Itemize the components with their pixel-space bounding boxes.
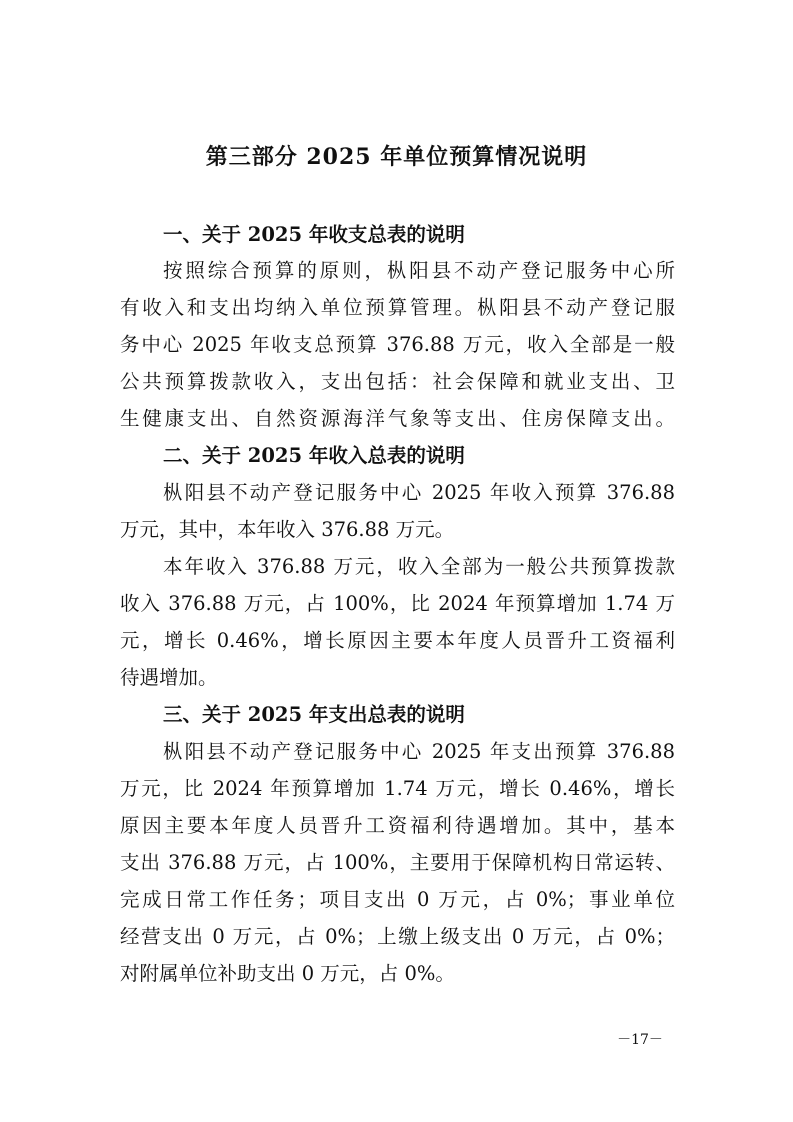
- paragraph-line: 经营支出 0 万元，占 0%；上缴上级支出 0 万元，占 0%；: [120, 925, 675, 948]
- page-title: 第三部分 2025 年单位预算情况说明: [205, 144, 588, 170]
- paragraph-line: 收入 376.88 万元，占 100%，比 2024 年预算增加 1.74 万: [120, 592, 675, 615]
- paragraph-line: 完成日常工作任务；项目支出 0 万元，占 0%；事业单位: [120, 888, 675, 911]
- page-number: －17－: [617, 1032, 663, 1048]
- paragraph-line: 枞阳县不动产登记服务中心 2025 年支出预算 376.88: [163, 740, 675, 763]
- paragraph-line: 元，增长 0.46%，增长原因主要本年度人员晋升工资福利: [120, 629, 675, 652]
- paragraph-line: 万元，比 2024 年预算增加 1.74 万元，增长 0.46%，增长: [120, 777, 675, 800]
- paragraph-line: 务中心 2025 年收支总预算 376.88 万元，收入全部是一般: [120, 333, 675, 356]
- paragraph-line: 原因主要本年度人员晋升工资福利待遇增加。其中，基本: [120, 814, 675, 837]
- paragraph-line: 生健康支出、自然资源海洋气象等支出、住房保障支出。: [120, 407, 675, 430]
- section-1-heading: 一、关于 2025 年收支总表的说明: [163, 223, 465, 246]
- paragraph-line: 本年收入 376.88 万元，收入全部为一般公共预算拨款: [163, 555, 675, 578]
- paragraph-line: 有收入和支出均纳入单位预算管理。枞阳县不动产登记服: [120, 296, 675, 319]
- section-3-heading: 三、关于 2025 年支出总表的说明: [163, 703, 465, 726]
- paragraph-line: 万元，其中，本年收入 376.88 万元。: [120, 518, 455, 541]
- paragraph-line: 枞阳县不动产登记服务中心 2025 年收入预算 376.88: [163, 481, 675, 504]
- paragraph-line: 按照综合预算的原则，枞阳县不动产登记服务中心所: [163, 259, 675, 282]
- section-2-heading: 二、关于 2025 年收入总表的说明: [163, 444, 465, 467]
- paragraph-line: 公共预算拨款收入，支出包括：社会保障和就业支出、卫: [120, 370, 675, 393]
- paragraph-line: 待遇增加。: [120, 666, 218, 689]
- paragraph-line: 支出 376.88 万元，占 100%，主要用于保障机构日常运转、: [120, 851, 675, 874]
- paragraph-line: 对附属单位补助支出 0 万元，占 0%。: [120, 962, 455, 985]
